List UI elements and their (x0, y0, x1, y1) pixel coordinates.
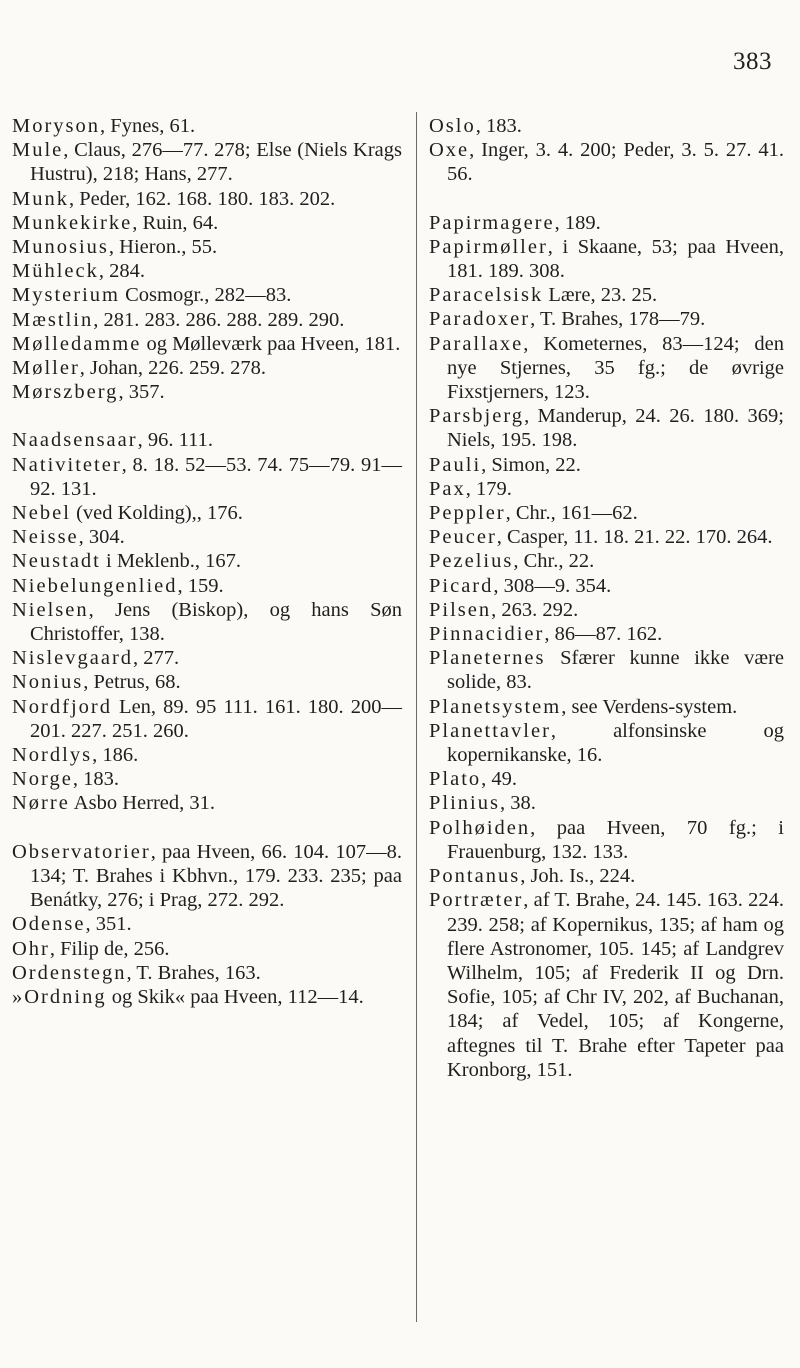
index-entry (12, 380, 402, 404)
index-entry (429, 501, 784, 525)
index-entry (429, 453, 784, 477)
entry-keyword: Paradoxer (429, 308, 531, 331)
entry-references: Sfærer kunne ikke være solide, 83. (447, 647, 784, 694)
entry-keyword: Niebelungenlied (12, 574, 178, 597)
index-entry (429, 791, 784, 815)
entry-keyword: Nislevgaard (12, 647, 134, 670)
entry-keyword: Møller (12, 357, 80, 380)
index-entry (12, 937, 402, 961)
entry-references: , Johan, 226. 259. 278. (79, 357, 266, 380)
entry-references: , 49. (481, 768, 518, 791)
entry-keyword: Pontanus (429, 865, 521, 888)
entry-keyword: Nebel (12, 502, 71, 525)
entry-references: , 8. 18. 52—53. 74. 75—79. 91—92. 131. (30, 453, 402, 500)
entry-keyword: Planettavler (429, 719, 551, 742)
entry-references: , Manderup, 24. 26. 180. 369; Niels, 195. 198. (447, 405, 784, 452)
entry-keyword: Pax (429, 477, 466, 500)
index-entry (429, 332, 784, 405)
index-column-left (12, 114, 402, 1009)
entry-references: , 159. (177, 574, 224, 597)
index-entry (429, 549, 784, 573)
entry-references: , 96. 111. (137, 429, 213, 452)
entry-references: og Mølleværk paa Hveen, 181. (141, 332, 401, 355)
entry-references: , 183. (72, 768, 119, 791)
entry-keyword: Mule (12, 139, 64, 162)
entry-references: , Kometernes, 83—124; den nye Stjernes, 35 fg.; de øvrige Fixstjerners, 123. (447, 332, 784, 404)
index-entry (12, 283, 402, 307)
entry-keyword: Pinnacidier (429, 623, 545, 646)
index-entry (12, 840, 402, 913)
index-entry (12, 525, 402, 549)
entry-references: , 38. (499, 792, 536, 815)
entry-keyword: Paracelsisk (429, 284, 544, 307)
entry-keyword: Ordenstegn (12, 961, 127, 984)
index-entry (429, 888, 784, 1082)
entry-references: , Petrus, 68. (83, 671, 181, 694)
index-entry (12, 332, 402, 356)
entry-keyword: Naadsensaar (12, 429, 138, 452)
entry-references: Cosmogr., 282—83. (119, 284, 292, 307)
entry-references: , 357. (118, 381, 165, 404)
index-entry (429, 646, 784, 694)
entry-keyword: Nordfjord (12, 695, 112, 718)
entry-keyword: Moryson (12, 115, 101, 137)
index-entry (429, 816, 784, 864)
entry-references: , see Verdens-system. (561, 695, 738, 718)
entry-keyword: Pilsen (429, 598, 492, 621)
index-entry (12, 501, 402, 525)
index-entry (12, 187, 402, 211)
index-entry (12, 670, 402, 694)
index-entry (12, 912, 402, 936)
entry-keyword: Neisse (12, 526, 79, 549)
entry-keyword: Oslo (429, 115, 476, 137)
entry-gap (429, 187, 784, 211)
index-entry (12, 695, 402, 743)
index-entry (429, 695, 784, 719)
entry-references: i Meklenb., 167. (100, 550, 241, 573)
index-entry (429, 864, 784, 888)
entry-references: , Joh. Is., 224. (520, 865, 636, 888)
entry-keyword: »Ordning (12, 985, 107, 1008)
entry-keyword: Odense (12, 913, 86, 936)
entry-keyword: Mühleck (12, 260, 99, 283)
index-entry (429, 307, 784, 331)
entry-references: , 186. (92, 744, 139, 767)
entry-keyword: Pezelius (429, 550, 514, 573)
entry-keyword: Nielsen (12, 598, 89, 621)
index-entry (12, 428, 402, 452)
entry-keyword: Picard (429, 574, 494, 597)
entry-references: og Skik« paa Hveen, 112—14. (106, 985, 364, 1008)
entry-references: , Jens (Biskop), og hans Søn Christoffer, 138. (30, 598, 402, 646)
entry-references: , 179. (465, 477, 512, 500)
entry-keyword: Peucer (429, 526, 497, 549)
entry-keyword: Papirmøller (429, 235, 548, 258)
index-entry (429, 404, 784, 452)
entry-keyword: Peppler (429, 502, 506, 525)
entry-references: , 189. (554, 211, 601, 234)
index-entry (12, 308, 402, 332)
column-divider (416, 112, 417, 1322)
entry-references: Len, 89. 95 111. 161. 180. 200—201. 227. 251. 260. (30, 695, 402, 742)
entry-references: , T. Brahes, 178—79. (530, 308, 706, 331)
entry-keyword: Neustadt (12, 550, 101, 573)
index-entry (12, 549, 402, 573)
entry-keyword: Mølledamme (12, 332, 142, 355)
entry-references: , Fynes, 61. (100, 115, 196, 137)
index-entry (12, 985, 402, 1009)
entry-keyword: Parallaxe (429, 332, 524, 355)
entry-keyword: Plinius (429, 792, 500, 815)
entry-keyword: Parsbjerg (429, 405, 525, 428)
index-entry (12, 114, 402, 138)
entry-keyword: Plato (429, 768, 482, 791)
index-entry (429, 598, 784, 622)
entry-references: , Inger, 3. 4. 200; Peder, 3. 5. 27. 41. 56. (447, 139, 784, 186)
entry-references: , i Skaane, 53; paa Hveen, 181. 189. 308. (447, 235, 784, 283)
entry-references: , Ruin, 64. (132, 211, 219, 234)
index-entry (12, 743, 402, 767)
entry-keyword: Pauli (429, 453, 482, 476)
index-entry (429, 283, 784, 307)
entry-keyword: Nonius (12, 671, 84, 694)
entry-keyword: Munosius (12, 236, 109, 259)
entry-keyword: Nørre (12, 792, 70, 815)
index-entry (12, 138, 402, 186)
entry-keyword: Mysterium (12, 284, 120, 307)
index-entry (12, 259, 402, 283)
entry-references: , 183. (475, 115, 522, 137)
index-entry (12, 767, 402, 791)
index-entry (429, 767, 784, 791)
entry-references: , Hieron., 55. (108, 236, 218, 259)
entry-references: , 86—87. 162. (544, 623, 663, 646)
entry-references: , 281. 283. 286. 288. 289. 290. (93, 308, 345, 331)
index-entry (429, 477, 784, 501)
entry-references: , 308—9. 354. (493, 574, 612, 597)
entry-keyword: Polhøiden (429, 816, 531, 839)
entry-references: , 263. 292. (491, 598, 579, 621)
entry-gap (12, 816, 402, 840)
index-entry (12, 235, 402, 259)
entry-references: Lære, 23. 25. (543, 284, 658, 307)
entry-references: , alfonsinske og kopernikanske, 16. (447, 719, 784, 767)
index-entry (12, 574, 402, 598)
entry-references: , 351. (85, 913, 132, 936)
entry-references: , T. Brahes, 163. (126, 961, 261, 984)
entry-references: , Chr., 22. (513, 550, 595, 573)
index-entry (429, 622, 784, 646)
index-entry (12, 211, 402, 235)
index-entry (12, 961, 402, 985)
entry-keyword: Mæstlin (12, 308, 94, 331)
entry-keyword: Nordlys (12, 744, 93, 767)
entry-keyword: Papirmagere (429, 211, 555, 234)
entry-gap (12, 404, 402, 428)
index-entry (429, 235, 784, 283)
entry-keyword: Munkekirke (12, 211, 133, 234)
entry-references: , Casper, 11. 18. 21. 22. 170. 264. (496, 526, 773, 549)
entry-keyword: Oxe (429, 139, 470, 162)
entry-references: , Peder, 162. 168. 180. 183. 202. (68, 187, 336, 210)
index-entry (429, 114, 784, 138)
page-number: 383 (733, 48, 772, 75)
entry-keyword: Observatorier (12, 840, 151, 863)
index-entry (12, 356, 402, 380)
index-entry (429, 574, 784, 598)
entry-references: , 284. (98, 260, 145, 283)
entry-references: , Simon, 22. (481, 453, 581, 476)
entry-keyword: Norge (12, 768, 73, 791)
entry-references: , Filip de, 256. (49, 937, 170, 960)
index-entry (12, 453, 402, 501)
entry-references: , paa Hveen, 70 fg.; i Frauenburg, 132. 133. (447, 816, 784, 863)
entry-keyword: Mørszberg (12, 381, 119, 404)
entry-keyword: Ohr (12, 937, 50, 960)
index-entry (12, 791, 402, 815)
index-entry (429, 525, 784, 549)
entry-references: Asbo Herred, 31. (69, 792, 215, 815)
entry-keyword: Planeternes (429, 647, 546, 670)
entry-keyword: Munk (12, 187, 69, 210)
index-entry (429, 211, 784, 235)
entry-keyword: Nativiteter (12, 453, 122, 476)
entry-keyword: Portræter (429, 889, 524, 912)
index-entry (429, 719, 784, 767)
index-entry (429, 138, 784, 186)
index-column-right (429, 114, 784, 1082)
entry-references: (ved Kolding),, 176. (70, 502, 243, 525)
entry-references: , 304. (78, 526, 125, 549)
index-entry (12, 646, 402, 670)
entry-references: , af T. Brahe, 24. 145. 163. 224. 239. 258; af Kopernikus, 135; af ham og flere Astronomer, 105. 145; af Landgrev Wilhelm, 105; af Frederik II og Drn. Sofie, 105; af Chr IV, 202, af Buchanan, 184; af Vedel, 105; af Kongerne, aftegnes til T. Brahe efter Tapeter paa Kronborg, 151. (447, 889, 784, 1081)
index-entry (12, 598, 402, 646)
entry-references: , paa Hveen, 66. 104. 107—8. 134; T. Brahes i Kbhvn., 179. 233. 235; paa Benátky, 276; i Prag, 272. 292. (30, 840, 402, 912)
entry-references: , 277. (133, 647, 180, 670)
entry-references: , Chr., 161—62. (505, 502, 638, 525)
entry-references: , Claus, 276—77. 278; Else (Niels Krags Hustru), 218; Hans, 277. (30, 139, 402, 186)
entry-keyword: Planetsystem (429, 695, 562, 718)
